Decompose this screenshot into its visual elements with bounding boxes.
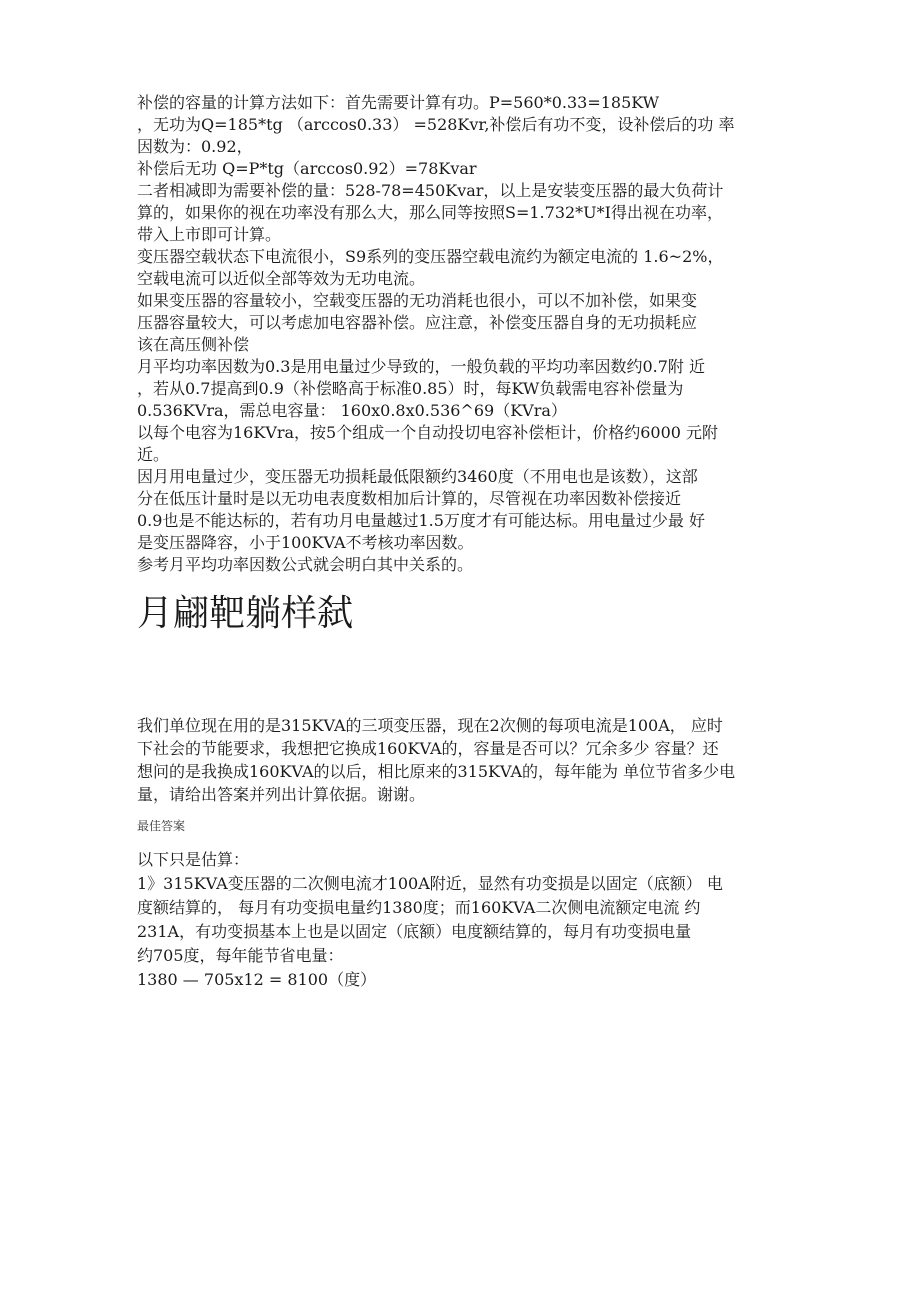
text-line: 参考月平均功率因数公式就会明白其中关系的。 [137, 555, 474, 574]
text-line: 如果变压器的容量较小，空载变压器的无功消耗也很小，可以不加补偿，如果变 [137, 291, 698, 310]
text-line: 变压器空载状态下电流很小，S9系列的变压器空载电流约为额定电流的 1.6~2%， [137, 247, 724, 266]
text-line: 0.9也是不能达标的，若有功月电量越过1.5万度才有可能达标。用电量过少最 好 [137, 511, 705, 530]
spacer [137, 636, 797, 714]
text-line: ，无功为Q=185*tg （arccos0.33） =528Kvr,补偿后有功不变，设补偿后的功 率 [137, 115, 735, 134]
text-line: 近。 [137, 445, 170, 464]
answer-block [137, 848, 797, 992]
text-line: ，若从0.7提高到0.9（补偿略高于标准0.85）时，每KW负载需电容补偿量为 [137, 379, 684, 398]
text-line: 算的，如果你的视在功率没有那么大，那么同等按照S=1.732*U*I得出视在功率， [137, 203, 723, 222]
document-page [137, 92, 797, 992]
question-line: 下社会的节能要求，我想把它换成160KVA的，容量是否可以？冗余多少 容量？还 [137, 739, 719, 758]
text-line: 0.536KVra，需总电容量： 160x0.8x0.536^69（KVra） [137, 401, 567, 420]
question-block [137, 714, 797, 806]
answer-line: 231A，有功变损基本上也是以固定（底额）电度额结算的，每月有功变损电量 [137, 922, 692, 941]
section-heading: 月翩靶躺样弑 [137, 593, 354, 634]
answer-line: 度额结算的， 每月有功变损电量约1380度；而160KVA二次侧电流额定电流 约 [137, 898, 701, 917]
text-line: 该在高压侧补偿 [137, 335, 250, 354]
answer-line: 以下只是估算： [137, 850, 250, 869]
answer-line: 1》315KVA变压器的二次侧电流才100A附近，显然有功变损是以固定（底额） 电 [137, 874, 723, 893]
text-line: 带入上市即可计算。 [137, 225, 282, 244]
compensation-section [137, 92, 797, 576]
answer-line: 约705度，每年能节省电量： [137, 946, 344, 965]
best-answer-label: 最佳答案 [137, 819, 186, 833]
text-line: 二者相减即为需要补偿的量：528-78=450Kvar，以上是安装变压器的最大负荷计 [137, 181, 724, 200]
text-line: 补偿后无功 Q=P*tg（arccos0.92）=78Kvar [137, 159, 477, 178]
text-line: 空载电流可以近似全部等效为无功电流。 [137, 269, 426, 288]
answer-line: 1380 — 705x12 = 8100（度） [137, 970, 377, 989]
text-line: 分在低压计量时是以无功电表度数相加后计算的，尽管视在功率因数补偿接近 [137, 489, 682, 508]
text-line: 因月用电量过少，变压器无功损耗最低限额约3460度（不用电也是该数），这部 [137, 467, 698, 486]
question-line: 量，请给出答案并列出计算依据。谢谢。 [137, 785, 426, 804]
text-line: 月平均功率因数为0.3是用电量过少导致的，一般负载的平均功率因数约0.7附 近 [137, 357, 705, 376]
text-line: 补偿的容量的计算方法如下：首先需要计算有功。P=560*0.33=185KW [137, 93, 660, 112]
text-line: 压器容量较大，可以考虑加电容器补偿。应注意，补偿变压器自身的无功损耗应 [137, 313, 698, 332]
text-line: 是变压器降容，小于100KVA不考核功率因数。 [137, 533, 474, 552]
text-line: 因数为：0.92， [137, 137, 253, 156]
question-line: 我们单位现在用的是315KVA的三项变压器，现在2次侧的每项电流是100A， 应时 [137, 716, 723, 735]
text-line: 以每个电容为16KVra，按5个组成一个自动投切电容补偿柜计，价格约6000 元附 [137, 423, 719, 442]
question-line: 想问的是我换成160KVA的以后，相比原来的315KVA的，每年能为 单位节省多少电 [137, 762, 736, 781]
